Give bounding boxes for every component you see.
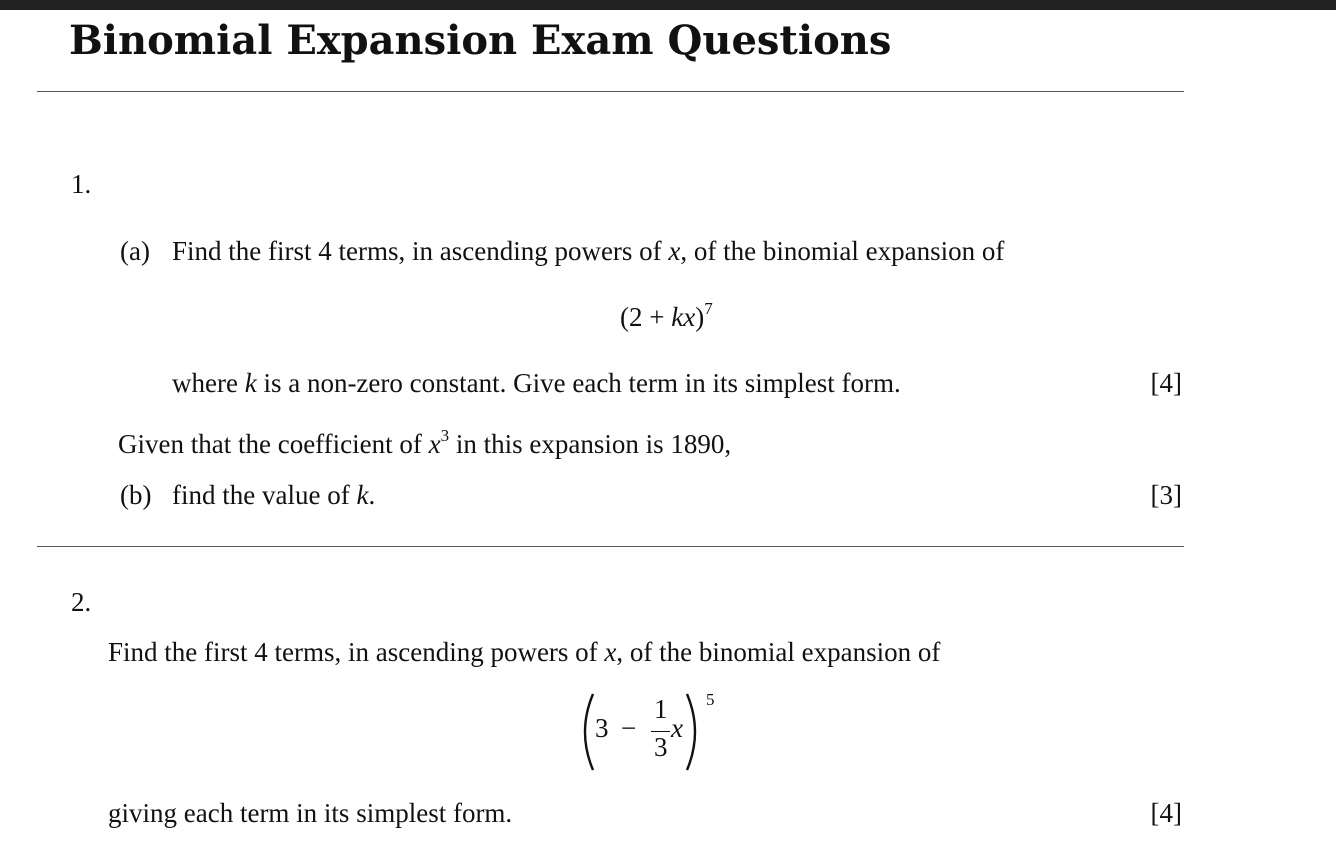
q1-given-var: x [428, 429, 441, 459]
q1-given [118, 427, 731, 461]
q2-expr-denominator: 3 [654, 732, 668, 762]
q1a-where-var: k [244, 368, 257, 398]
question-2-number: 2. [71, 587, 92, 617]
q2-expr-var: x [671, 713, 683, 743]
q1-given-after: in this expansion is 1890, [449, 429, 732, 459]
q2-expr-power: 5 [706, 690, 715, 709]
q1-expr-var: kx [671, 302, 696, 332]
top-bar [0, 0, 1336, 10]
q1a-text-before: Find the first 4 terms, in ascending powers of [172, 236, 669, 266]
q1-expr-power: 7 [704, 299, 713, 318]
q1a-text-after: , of the binomial expansion of [680, 236, 1005, 266]
q1-part-a-where [172, 366, 901, 400]
q1-part-b-text [172, 478, 375, 512]
q1b-text-before: find the value of [172, 480, 357, 510]
q1-part-a-marks: [4] [1150, 368, 1182, 398]
q1-expr-close: ) [695, 302, 705, 332]
q1a-var: x [668, 236, 681, 266]
q1-expression [620, 300, 713, 334]
q1b-var: k [356, 480, 369, 510]
page-title: Binomial Expansion Exam Questions [69, 17, 892, 64]
q1a-where-after: is a non-zero constant. Give each term in its simplest form. [256, 368, 901, 398]
q1-expr-open: (2 + [620, 302, 672, 332]
q2-marks: [4] [1150, 798, 1182, 828]
question-divider [37, 546, 1184, 547]
question-1-number: 1. [71, 169, 92, 199]
q1-given-power: 3 [440, 426, 450, 445]
q2-text-before: Find the first 4 terms, in ascending powers of [108, 637, 605, 667]
q1a-where-before: where [172, 368, 245, 398]
q2-closing: giving each term in its simplest form. [108, 798, 513, 828]
q2-text-after: , of the binomial expansion of [616, 637, 941, 667]
q1b-text-after: . [368, 480, 376, 510]
right-paren [683, 692, 705, 772]
q1-part-a-label: (a) [120, 236, 150, 266]
left-paren [575, 692, 597, 772]
q1-given-before: Given that the coefficient of [118, 429, 429, 459]
q2-expr-minus: − [621, 713, 637, 743]
q1-part-b-marks: [3] [1150, 480, 1182, 510]
q2-var: x [604, 637, 617, 667]
q2-text [108, 635, 940, 669]
q1-part-b-label: (b) [120, 480, 152, 510]
q2-expr-numerator: 1 [654, 694, 668, 724]
q2-expr-constant: 3 [595, 713, 609, 743]
title-divider [37, 91, 1184, 92]
q1-part-a-text [172, 234, 1004, 268]
